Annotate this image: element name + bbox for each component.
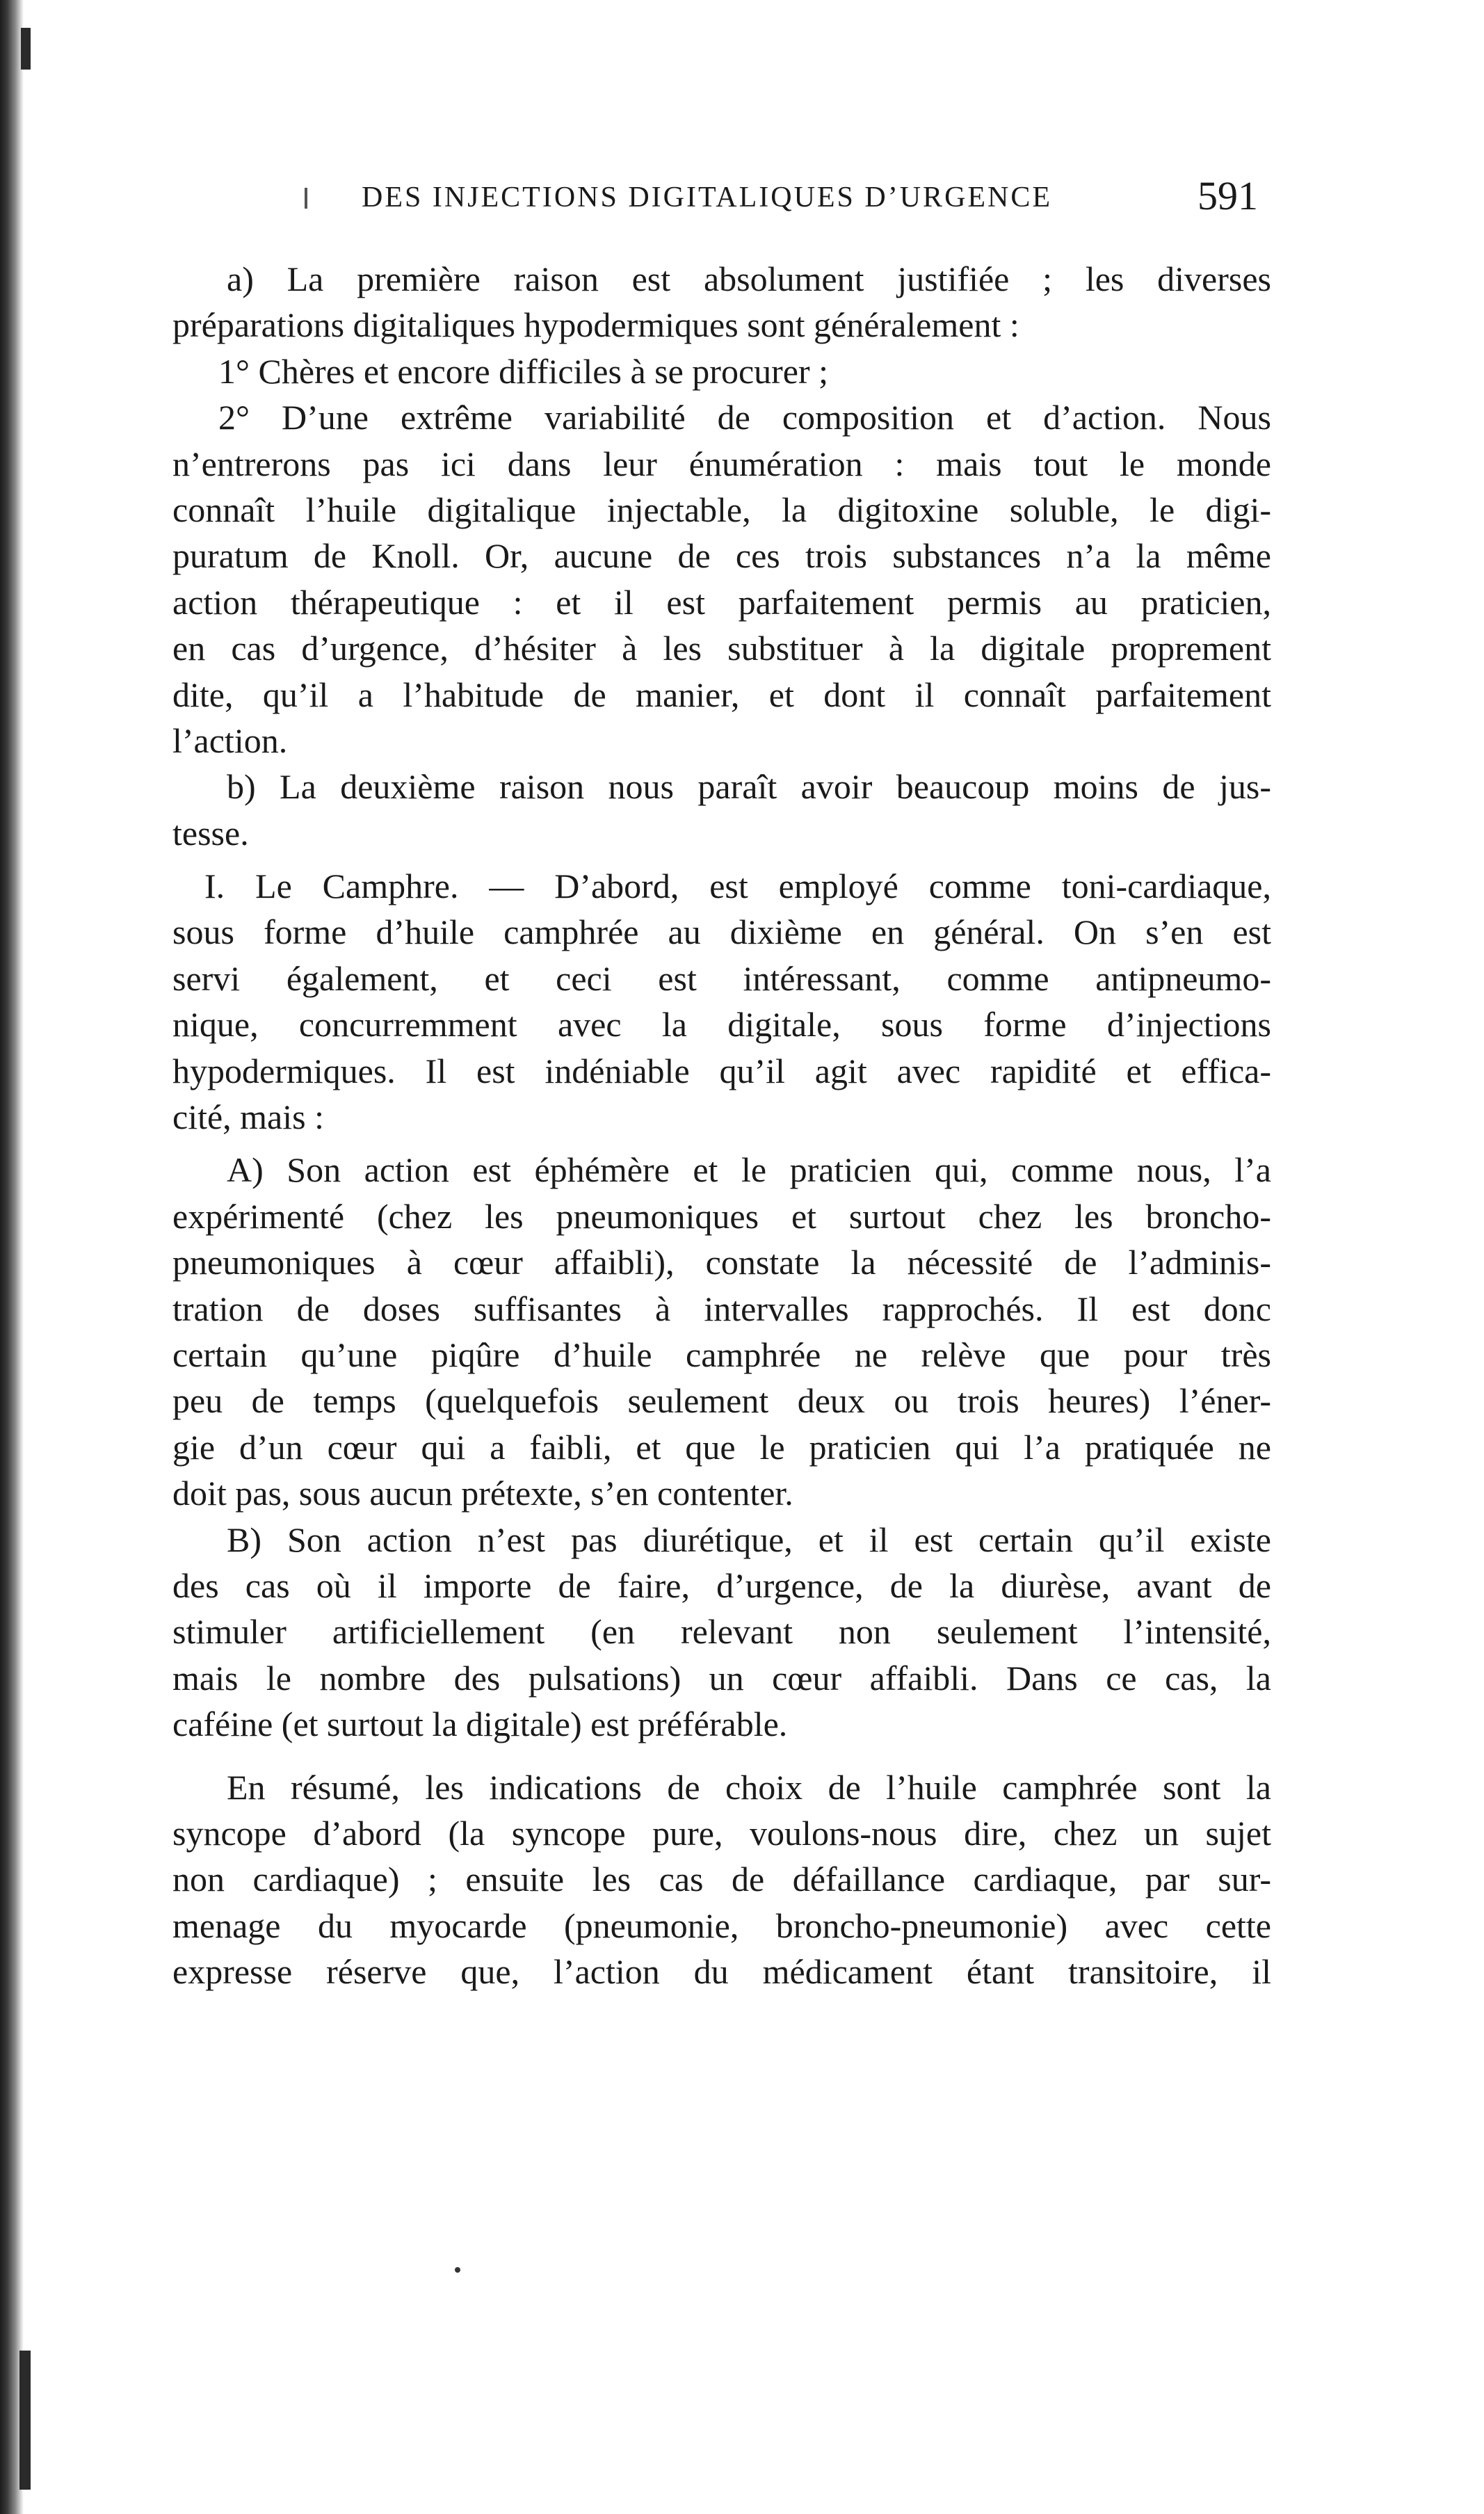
text-line: gie d’un cœur qui a faibli, et que le praticien qui l’a pratiquée ne	[172, 1427, 1271, 1467]
text-line: syncope d’abord (la syncope pure, voulons-nous dire, chez un sujet	[172, 1813, 1271, 1853]
text-line: puratum de Knoll. Or, aucune de ces trois substances n’a la même	[172, 536, 1271, 576]
text-line: 2° D’une extrême variabilité de composition et d’action. Nous	[218, 398, 1271, 437]
text-line: tesse.	[172, 813, 249, 853]
text-line: action thérapeutique : et il est parfaitement permis au praticien,	[172, 582, 1271, 622]
text-line: hypodermiques. Il est indéniable qu’il agit avec rapidité et effica-	[172, 1051, 1271, 1090]
text-line: tration de doses suffisantes à intervalles rapprochés. Il est donc	[172, 1289, 1271, 1328]
text-line: A) Son action est éphémère et le praticien qui, comme nous, l’a	[227, 1150, 1271, 1190]
page-binding-edge	[0, 0, 24, 2514]
text-line: doit pas, sous aucun prétexte, s’en contenter.	[172, 1474, 793, 1513]
text-line: b) La deuxième raison nous paraît avoir beaucoup moins de jus-	[227, 767, 1271, 807]
binding-mark	[19, 2351, 31, 2490]
text-line: servi également, et ceci est intéressant, comme antipneumo-	[172, 958, 1271, 998]
text-line: des cas où il importe de faire, d’urgence, de la diurèse, avant de	[172, 1565, 1271, 1605]
text-line: En résumé, les indications de choix de l’huile camphrée sont la	[227, 1767, 1271, 1807]
text-line: peu de temps (quelquefois seulement deux ou trois heures) l’éner-	[172, 1381, 1271, 1421]
text-line: connaît l’huile digitalique injectable, la digitoxine soluble, le digi-	[172, 490, 1271, 529]
text-line: menage du myocarde (pneumonie, broncho-pneumonie) avec cette	[172, 1905, 1271, 1945]
text-line: nique, concurremment avec la digitale, sous forme d’injections	[172, 1005, 1271, 1045]
text-line: en cas d’urgence, d’hésiter à les substituer à la digitale proprement	[172, 629, 1271, 668]
text-line: non cardiaque) ; ensuite les cas de défaillance cardiaque, par sur-	[172, 1860, 1271, 1899]
text-line: sous forme d’huile camphrée au dixième en général. On s’en est	[172, 912, 1271, 952]
text-line: 1° Chères et encore difficiles à se procurer ;	[218, 351, 829, 391]
text-line: a) La première raison est absolument justifiée ; les diverses	[227, 259, 1271, 298]
page-number: 591	[1197, 173, 1258, 218]
text-line: l’action.	[172, 720, 288, 760]
running-title: DES INJECTIONS DIGITALIQUES D’URGENCE	[362, 182, 1053, 213]
text-line: n’entrerons pas ici dans leur énumération : mais tout le monde	[172, 444, 1271, 483]
text-line: cité, mais :	[172, 1097, 324, 1137]
text-line: préparations digitaliques hypodermiques sont généralement :	[172, 305, 1019, 345]
text-line: expérimenté (chez les pneumoniques et surtout chez les broncho-	[172, 1196, 1271, 1236]
text-line: I. Le Camphre. — D’abord, est employé comme toni-cardiaque,	[204, 867, 1271, 906]
binding-mark	[21, 28, 31, 70]
text-line: caféine (et surtout la digitale) est préférable.	[172, 1705, 788, 1744]
stray-mark	[455, 2267, 460, 2273]
text-line: expresse réserve que, l’action du médicament étant transitoire, il	[172, 1952, 1271, 1992]
body-text	[172, 256, 1271, 1995]
text-line: certain qu’une piqûre d’huile camphrée ne relève que pour très	[172, 1335, 1271, 1374]
text-line: pneumoniques à cœur affaibli), constate la nécessité de l’adminis-	[172, 1243, 1271, 1282]
text-line: mais le nombre des pulsations) un cœur affaibli. Dans ce cas, la	[172, 1658, 1271, 1698]
running-header	[0, 172, 1484, 228]
text-line: B) Son action n’est pas diurétique, et il est certain qu’il existe	[227, 1520, 1271, 1559]
text-line: dite, qu’il a l’habitude de manier, et dont il connaît parfaitement	[172, 675, 1271, 714]
text-line: stimuler artificiellement (en relevant non seulement l’intensité,	[172, 1612, 1271, 1652]
